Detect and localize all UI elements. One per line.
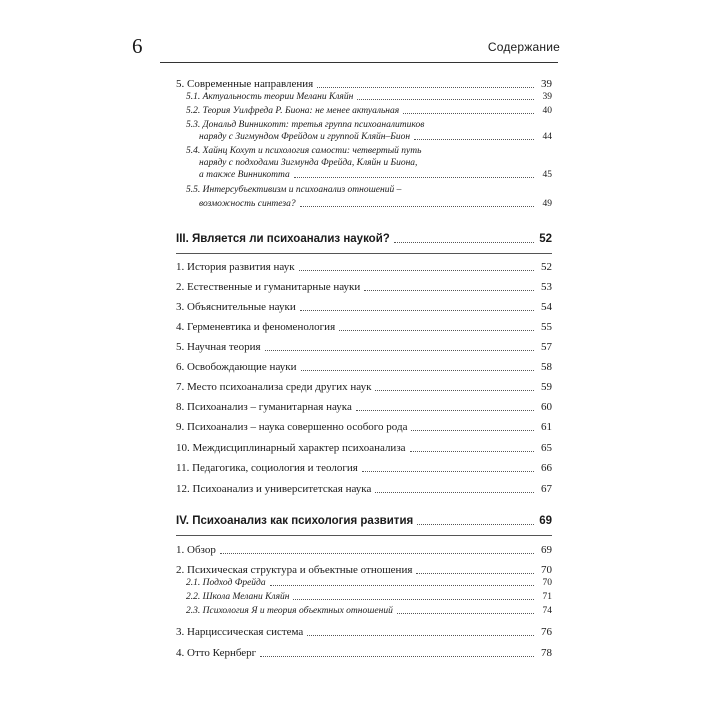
toc-entry[interactable] xyxy=(176,544,552,557)
leader-dots xyxy=(357,99,534,100)
leader-dots xyxy=(300,310,534,311)
toc-entry-title: 3. Нарциссическая система xyxy=(176,626,304,638)
toc-entry-title: 1. Обзор xyxy=(176,544,216,556)
toc-entry-title: 5. Современные направления xyxy=(176,78,314,90)
toc-entry-title: 5.2. Теория Уилфреда Р. Биона: не менее актуальная xyxy=(186,106,400,116)
toc-entry-title: 5. Научная теория xyxy=(176,341,261,353)
leader-dots xyxy=(220,553,534,554)
toc-entry-s5[interactable] xyxy=(176,78,552,91)
toc-entry[interactable] xyxy=(176,647,552,660)
toc-entry-s5-3-line1[interactable] xyxy=(186,120,552,131)
leader-dots xyxy=(293,599,534,600)
leader-dots xyxy=(397,613,534,614)
toc-entry-title: 3. Объяснительные науки xyxy=(176,301,296,313)
leader-dots xyxy=(260,656,534,657)
chapter-rule xyxy=(176,253,552,254)
leader-dots xyxy=(394,242,534,243)
toc-entry[interactable] xyxy=(176,626,552,639)
toc-entry-title: 2.2. Школа Мелани Кляйн xyxy=(186,592,290,602)
chapter-page: 52 xyxy=(539,233,552,245)
toc-entry-sub[interactable] xyxy=(186,606,552,617)
toc-entry[interactable] xyxy=(176,401,552,414)
toc-chapter-iv[interactable] xyxy=(176,515,552,528)
toc-entry-page: 61 xyxy=(541,421,552,433)
chapter-title: IV. Психоанализ как психология развития xyxy=(176,515,414,527)
toc-entry-page: 58 xyxy=(541,361,552,373)
toc-entry-title: 5.3. Дональд Винникотт: третья группа психоаналитиков xyxy=(186,120,425,130)
toc-entry-page: 45 xyxy=(542,170,552,180)
toc-entry-sub[interactable] xyxy=(186,578,552,589)
toc-entry-page: 39 xyxy=(541,78,552,90)
toc-entry[interactable] xyxy=(176,301,552,314)
toc-entry[interactable] xyxy=(176,321,552,334)
toc-entry-s5-5-line1[interactable] xyxy=(186,185,552,196)
leader-dots xyxy=(339,330,534,331)
leader-dots xyxy=(270,585,534,586)
toc-chapter-iii[interactable] xyxy=(176,233,552,246)
toc-entry-title: 8. Психоанализ – гуманитарная наука xyxy=(176,401,352,413)
toc-entry-title: 10. Междисциплинарный характер психоанализа xyxy=(176,442,406,454)
toc-entry-title: 2. Естественные и гуманитарные науки xyxy=(176,281,361,293)
toc-entry-title: 6. Освобождающие науки xyxy=(176,361,297,373)
toc-entry-title-cont: а также Винникотта xyxy=(199,170,290,180)
leader-dots xyxy=(299,270,534,271)
toc-entry-page: 76 xyxy=(541,626,552,638)
toc-entry-s5-3-line2[interactable] xyxy=(199,132,552,143)
leader-dots xyxy=(364,290,534,291)
leader-dots xyxy=(265,350,534,351)
toc-entry[interactable] xyxy=(176,462,552,475)
toc-entry-title: 11. Педагогика, социология и теология xyxy=(176,462,358,474)
toc-entry[interactable] xyxy=(176,361,552,374)
page-number: 6 xyxy=(132,34,143,58)
leader-dots xyxy=(300,206,534,207)
toc-entry-title: 2.3. Психология Я и теория объектных отношений xyxy=(186,606,393,616)
toc-entry-title: 5.1. Актуальность теории Мелани Кляйн xyxy=(186,92,354,102)
toc-entry-page: 60 xyxy=(541,401,552,413)
toc-entry-page: 66 xyxy=(541,462,552,474)
toc-entry[interactable] xyxy=(176,483,552,496)
toc-entry-page: 44 xyxy=(542,132,552,142)
toc-entry-page: 74 xyxy=(542,606,552,616)
toc-entry-title: 2. Психическая структура и объектные отношения xyxy=(176,564,413,576)
leader-dots xyxy=(362,471,534,472)
toc-entry-title-cont: наряду с Зигмундом Фрейдом и группой Кляйн–Бион xyxy=(199,132,411,142)
toc-entry-page: 54 xyxy=(541,301,552,313)
leader-dots xyxy=(410,451,534,452)
leader-dots xyxy=(356,410,534,411)
toc-entry-s5-4-line1[interactable] xyxy=(186,146,552,157)
toc-entry-s5-1[interactable] xyxy=(186,92,552,103)
toc-entry-page: 71 xyxy=(542,592,552,602)
leader-dots xyxy=(414,139,534,140)
toc-entry[interactable] xyxy=(176,261,552,274)
toc-entry-page: 49 xyxy=(542,199,552,209)
toc-entry-page: 69 xyxy=(541,544,552,556)
toc-entry-page: 78 xyxy=(541,647,552,659)
toc-entry[interactable] xyxy=(176,564,552,577)
toc-entry-page: 70 xyxy=(542,578,552,588)
toc-entry-title: 5.5. Интерсубъективизм и психоанализ отношений – xyxy=(186,185,402,195)
leader-dots xyxy=(417,524,534,525)
toc-entry-title: 9. Психоанализ – наука совершенно особого рода xyxy=(176,421,408,433)
toc-entry-s5-2[interactable] xyxy=(186,106,552,117)
toc-entry-sub[interactable] xyxy=(186,592,552,603)
toc-entry-page: 53 xyxy=(541,281,552,293)
chapter-rule xyxy=(176,535,552,536)
chapter-page: 69 xyxy=(539,515,552,527)
toc-entry[interactable] xyxy=(176,381,552,394)
toc-entry[interactable] xyxy=(176,442,552,455)
leader-dots xyxy=(416,573,534,574)
toc-entry-s5-4-line3[interactable] xyxy=(199,170,552,181)
toc-entry-page: 52 xyxy=(541,261,552,273)
toc-entry-page: 70 xyxy=(541,564,552,576)
toc-entry-title: 4. Отто Кернберг xyxy=(176,647,257,659)
toc-entry-title: 5.4. Хайнц Кохут и психология самости: четвертый путь xyxy=(186,146,422,156)
toc-entry-s5-5-line2[interactable] xyxy=(199,199,552,210)
leader-dots xyxy=(375,390,534,391)
running-title: Содержание xyxy=(487,40,560,54)
toc-entry-page: 59 xyxy=(541,381,552,393)
toc-entry-title: 7. Место психоанализа среди других наук xyxy=(176,381,372,393)
leader-dots xyxy=(411,430,534,431)
toc-entry-page: 65 xyxy=(541,442,552,454)
leader-dots xyxy=(317,87,534,88)
leader-dots xyxy=(307,635,534,636)
toc-entry-page: 55 xyxy=(541,321,552,333)
toc-entry-title-cont: возможность синтеза? xyxy=(199,199,296,209)
leader-dots xyxy=(403,113,534,114)
toc-entry-page: 39 xyxy=(542,92,552,102)
toc-entry-page: 57 xyxy=(541,341,552,353)
toc-entry-title: 1. История развития наук xyxy=(176,261,295,273)
header-rule xyxy=(160,62,558,63)
toc-entry[interactable] xyxy=(176,281,552,294)
toc-entry[interactable] xyxy=(176,421,552,434)
leader-dots xyxy=(294,177,534,178)
leader-dots xyxy=(375,492,534,493)
toc-entry-page: 40 xyxy=(542,106,552,116)
toc-entry-title: 12. Психоанализ и университетская наука xyxy=(176,483,372,495)
toc-entry-page: 67 xyxy=(541,483,552,495)
toc-entry-title: 4. Герменевтика и феноменология xyxy=(176,321,336,333)
toc-entry-title-cont: наряду с подходами Зигмунда Фрейда, Кляйн и Биона, xyxy=(199,158,418,168)
chapter-title: III. Является ли психоанализ наукой? xyxy=(176,233,390,245)
toc-entry[interactable] xyxy=(176,341,552,354)
leader-dots xyxy=(301,370,535,371)
toc-entry-title: 2.1. Подход Фрейда xyxy=(186,578,266,588)
